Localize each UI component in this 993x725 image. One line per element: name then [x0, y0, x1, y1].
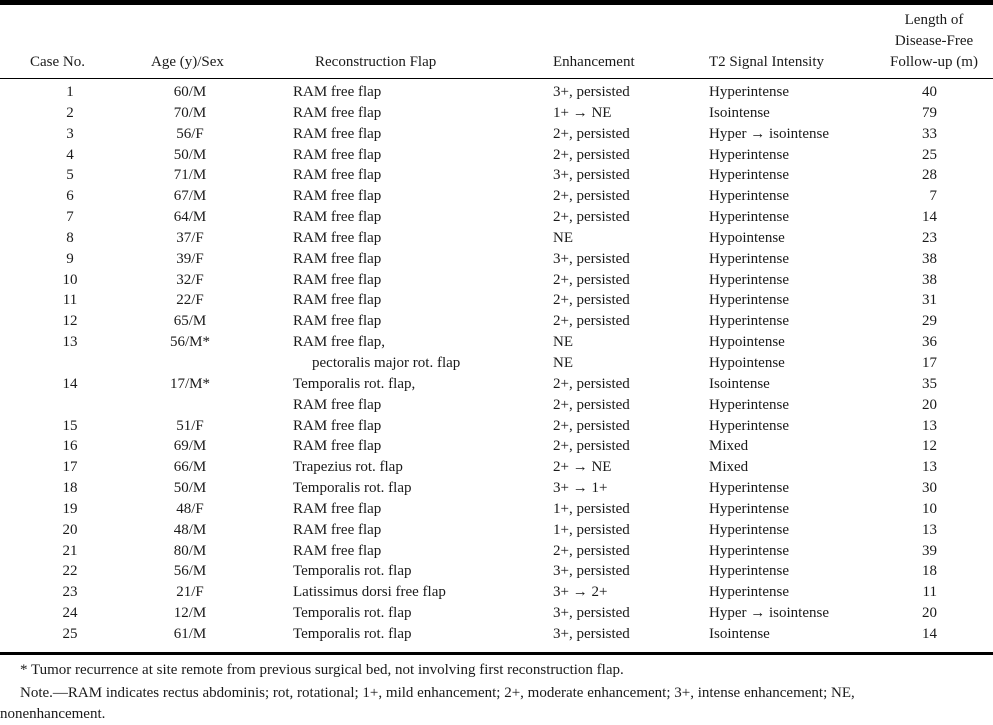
cell-case-no: 2	[66, 104, 74, 121]
cell-age-sex: 60/M	[173, 84, 207, 100]
cell-case-no: 14	[62, 375, 78, 392]
cell-case-no: 16	[62, 438, 78, 455]
cell-age-sex: 65/M	[173, 313, 207, 330]
table-row	[0, 499, 993, 520]
cell-t2-signal: Hyperintense	[709, 480, 789, 497]
cell-case-no: 8	[66, 229, 74, 246]
cell-case-no: 5	[66, 167, 74, 184]
cell-t2-signal: Isointense	[709, 375, 770, 392]
cell-followup: 14	[922, 625, 937, 642]
header-case-no: Case No.	[30, 54, 85, 70]
cell-age-sex: 61/M	[173, 625, 207, 642]
cell-reconstruction-flap: RAM free flap	[293, 84, 382, 100]
footnote-note-line1: Note.—RAM indicates rectus abdominis; rot, rotational; 1+, mild enhancement; 2+, moderate enhancement; 3+, intense enhancement; NE,	[20, 685, 855, 701]
cell-reconstruction-flap: RAM free flap	[293, 209, 382, 226]
cell-followup: 39	[922, 542, 937, 559]
cell-enhancement: 3+, persisted	[553, 563, 630, 580]
footnote-note-line2: nonenhancement.	[0, 706, 106, 722]
cell-reconstruction-flap: Temporalis rot. flap,	[293, 375, 416, 392]
cell-reconstruction-flap: Temporalis rot. flap	[293, 563, 412, 580]
cell-reconstruction-flap: Latissimus dorsi free flap	[293, 584, 446, 601]
cell-case-no: 1	[66, 84, 74, 100]
cell-case-no: 25	[62, 625, 78, 642]
cell-followup: 29	[922, 313, 937, 330]
cell-age-sex: 51/F	[176, 417, 204, 434]
cell-enhancement: 2+, persisted	[553, 125, 630, 142]
header-rule	[0, 78, 993, 79]
cell-followup: 35	[922, 375, 937, 392]
cell-followup: 25	[922, 146, 937, 163]
table-row	[0, 124, 993, 145]
cell-reconstruction-flap: Temporalis rot. flap	[293, 605, 412, 622]
cell-followup: 33	[922, 125, 937, 142]
cell-t2-signal: Isointense	[709, 625, 770, 642]
cell-followup: 13	[922, 459, 937, 476]
cell-reconstruction-flap: Trapezius rot. flap	[293, 459, 403, 476]
cell-reconstruction-flap: RAM free flap	[293, 271, 382, 288]
cell-t2-signal: Hyperintense	[709, 313, 789, 330]
table-row	[0, 374, 993, 395]
cell-case-no: 24	[62, 605, 78, 622]
header-followup	[878, 10, 990, 73]
cell-case-no: 9	[66, 250, 74, 267]
cell-age-sex: 50/M	[173, 480, 207, 497]
cell-case-no: 21	[62, 542, 78, 559]
cell-enhancement: 3+, persisted	[553, 605, 630, 622]
cell-reconstruction-flap: RAM free flap	[293, 250, 382, 267]
cell-t2-signal: Hyperintense	[709, 292, 789, 309]
cell-reconstruction-flap: Temporalis rot. flap	[293, 625, 412, 642]
cell-followup: 79	[922, 104, 937, 121]
table-row	[0, 186, 993, 207]
table-row	[0, 561, 993, 582]
table-row	[0, 332, 993, 353]
cell-enhancement: 2+, persisted	[553, 438, 630, 455]
cell-t2-signal: Hyperintense	[709, 271, 789, 288]
header-age-sex: Age (y)/Sex	[151, 54, 224, 70]
table-row	[0, 145, 993, 166]
cell-followup: 40	[922, 84, 937, 100]
cell-reconstruction-flap: RAM free flap	[293, 438, 382, 455]
cell-case-no: 19	[62, 500, 78, 517]
cell-case-no: 15	[62, 417, 78, 434]
cell-followup: 23	[922, 229, 937, 246]
table-row	[0, 520, 993, 541]
table-row	[0, 395, 993, 416]
header-t2-signal: T2 Signal Intensity	[709, 54, 824, 70]
cell-reconstruction-flap: RAM free flap	[293, 167, 382, 184]
cell-t2-signal: Hypointense	[709, 334, 785, 351]
cell-followup: 13	[922, 417, 937, 434]
cell-case-no: 22	[62, 563, 78, 580]
cell-followup: 14	[922, 209, 937, 226]
cell-enhancement: NE	[553, 229, 573, 246]
cell-enhancement: 3+ → 1+	[553, 480, 608, 497]
table-row	[0, 82, 993, 103]
cell-enhancement: 1+ → NE	[553, 104, 612, 121]
cell-case-no: 23	[62, 584, 78, 601]
table-row	[0, 582, 993, 603]
table-row	[0, 436, 993, 457]
cell-t2-signal: Hyperintense	[709, 250, 789, 267]
cell-enhancement: NE	[553, 334, 573, 351]
cell-enhancement: 2+, persisted	[553, 417, 630, 434]
cell-case-no: 18	[62, 480, 78, 497]
cell-enhancement: 2+ → NE	[553, 459, 612, 476]
cell-enhancement: 2+, persisted	[553, 313, 630, 330]
cell-enhancement: 3+, persisted	[553, 167, 630, 184]
cell-age-sex: 32/F	[176, 271, 204, 288]
cell-age-sex: 66/M	[173, 459, 207, 476]
cell-followup: 31	[922, 292, 937, 309]
cell-t2-signal: Hyperintense	[709, 563, 789, 580]
cell-case-no: 13	[62, 334, 78, 351]
cell-followup: 10	[922, 500, 937, 517]
cell-reconstruction-flap: RAM free flap	[293, 229, 382, 246]
cell-t2-signal: Mixed	[709, 459, 749, 476]
header-followup-line1: Length of	[904, 12, 964, 28]
cell-age-sex: 56/M	[173, 563, 207, 580]
table-row	[0, 165, 993, 186]
table-row	[0, 249, 993, 270]
cell-case-no: 3	[66, 125, 74, 142]
cell-enhancement: 2+, persisted	[553, 375, 630, 392]
table-row	[0, 603, 993, 624]
cell-followup: 38	[922, 271, 937, 288]
cell-t2-signal: Hyperintense	[709, 209, 789, 226]
cell-age-sex: 80/M	[173, 542, 207, 559]
cell-followup: 17	[922, 354, 937, 371]
cell-enhancement: 2+, persisted	[553, 271, 630, 288]
table-body	[0, 82, 993, 645]
cell-reconstruction-flap: RAM free flap	[293, 500, 382, 517]
cell-followup: 20	[922, 396, 937, 413]
cell-t2-signal: Isointense	[709, 104, 770, 121]
cell-enhancement: 2+, persisted	[553, 542, 630, 559]
table-row	[0, 290, 993, 311]
cell-age-sex: 12/M	[173, 605, 207, 622]
cell-reconstruction-flap: RAM free flap	[293, 521, 382, 538]
cell-followup: 38	[922, 250, 937, 267]
cell-t2-signal: Hyperintense	[709, 188, 789, 205]
cell-followup: 28	[922, 167, 937, 184]
cell-followup: 36	[922, 334, 937, 351]
cell-enhancement: 3+, persisted	[553, 84, 630, 100]
cell-t2-signal: Hyperintense	[709, 396, 789, 413]
cell-age-sex: 39/F	[176, 250, 204, 267]
table-row	[0, 270, 993, 291]
cell-case-no: 11	[62, 292, 78, 309]
cell-reconstruction-flap: RAM free flap	[293, 313, 382, 330]
cell-enhancement: 2+, persisted	[553, 146, 630, 163]
cell-age-sex: 48/M	[173, 521, 207, 538]
table-row	[0, 541, 993, 562]
table-row	[0, 103, 993, 124]
cell-age-sex: 56/F	[176, 125, 204, 142]
cell-enhancement: 2+, persisted	[553, 188, 630, 205]
cell-t2-signal: Hyperintense	[709, 84, 789, 100]
cell-reconstruction-flap: RAM free flap	[293, 146, 382, 163]
cell-reconstruction-flap: pectoralis major rot. flap	[312, 354, 461, 371]
cell-followup: 30	[922, 480, 937, 497]
cell-enhancement: 3+, persisted	[553, 250, 630, 267]
table-row	[0, 353, 993, 374]
cell-reconstruction-flap: RAM free flap	[293, 104, 382, 121]
cell-case-no: 10	[62, 271, 78, 288]
table-row	[0, 207, 993, 228]
cell-age-sex: 22/F	[176, 292, 204, 309]
cell-t2-signal: Hypointense	[709, 229, 785, 246]
cell-enhancement: NE	[553, 354, 573, 371]
cell-case-no: 4	[66, 146, 74, 163]
cell-t2-signal: Mixed	[709, 438, 749, 455]
cell-case-no: 20	[62, 521, 78, 538]
cell-reconstruction-flap: RAM free flap	[293, 396, 382, 413]
cell-t2-signal: Hyperintense	[709, 146, 789, 163]
cell-t2-signal: Hyperintense	[709, 500, 789, 517]
cell-enhancement: 2+, persisted	[553, 396, 630, 413]
cell-case-no: 6	[66, 188, 74, 205]
cell-followup: 12	[922, 438, 937, 455]
cell-age-sex: 37/F	[176, 229, 204, 246]
cell-followup: 11	[922, 584, 937, 601]
cell-followup: 7	[929, 188, 937, 205]
cell-enhancement: 2+, persisted	[553, 292, 630, 309]
cell-age-sex: 64/M	[173, 209, 207, 226]
table-row	[0, 416, 993, 437]
cell-reconstruction-flap: RAM free flap	[293, 292, 382, 309]
cell-reconstruction-flap: RAM free flap	[293, 417, 382, 434]
cell-reconstruction-flap: RAM free flap	[293, 125, 382, 142]
cell-age-sex: 69/M	[173, 438, 207, 455]
cell-case-no: 17	[62, 459, 78, 476]
cell-age-sex: 50/M	[173, 146, 207, 163]
cell-reconstruction-flap: RAM free flap	[293, 188, 382, 205]
cell-reconstruction-flap: RAM free flap,	[293, 334, 386, 351]
header-enhancement: Enhancement	[553, 54, 635, 70]
table-row	[0, 457, 993, 478]
header-followup-line2: Disease-Free	[894, 33, 974, 49]
cell-t2-signal: Hyperintense	[709, 542, 789, 559]
cell-t2-signal: Hypointense	[709, 354, 785, 371]
table-top-rule	[0, 0, 993, 5]
table-row	[0, 478, 993, 499]
cell-t2-signal: Hyper → isointense	[709, 125, 829, 142]
footnote-note	[0, 683, 985, 725]
cell-followup: 18	[922, 563, 937, 580]
cell-followup: 20	[922, 605, 937, 622]
cell-age-sex: 56/M*	[169, 334, 210, 351]
cell-followup: 13	[922, 521, 937, 538]
cell-t2-signal: Hyperintense	[709, 521, 789, 538]
header-followup-line3: Follow-up (m)	[890, 54, 978, 70]
cell-age-sex: 21/F	[176, 584, 204, 601]
cell-reconstruction-flap: Temporalis rot. flap	[293, 480, 412, 497]
cell-t2-signal: Hyperintense	[709, 584, 789, 601]
cell-enhancement: 2+, persisted	[553, 209, 630, 226]
cell-enhancement: 1+, persisted	[553, 521, 630, 538]
cell-age-sex: 17/M*	[169, 375, 210, 392]
cell-t2-signal: Hyper → isointense	[709, 605, 829, 622]
table-bottom-rule	[0, 652, 993, 655]
cell-age-sex: 71/M	[173, 167, 207, 184]
cell-case-no: 12	[62, 313, 78, 330]
footnote-asterisk: * Tumor recurrence at site remote from previous surgical bed, not involving first reconstruction flap.	[20, 662, 624, 678]
cell-enhancement: 1+, persisted	[553, 500, 630, 517]
cell-enhancement: 3+ → 2+	[553, 584, 608, 601]
cell-t2-signal: Hyperintense	[709, 167, 789, 184]
table-row	[0, 228, 993, 249]
cell-age-sex: 70/M	[173, 104, 207, 121]
cell-t2-signal: Hyperintense	[709, 417, 789, 434]
cell-age-sex: 48/F	[176, 500, 204, 517]
table-row	[0, 311, 993, 332]
table-row	[0, 624, 993, 645]
cell-case-no: 7	[66, 209, 74, 226]
cell-reconstruction-flap: RAM free flap	[293, 542, 382, 559]
cell-age-sex: 67/M	[173, 188, 207, 205]
header-reconstruction-flap: Reconstruction Flap	[315, 54, 437, 70]
cell-enhancement: 3+, persisted	[553, 625, 630, 642]
